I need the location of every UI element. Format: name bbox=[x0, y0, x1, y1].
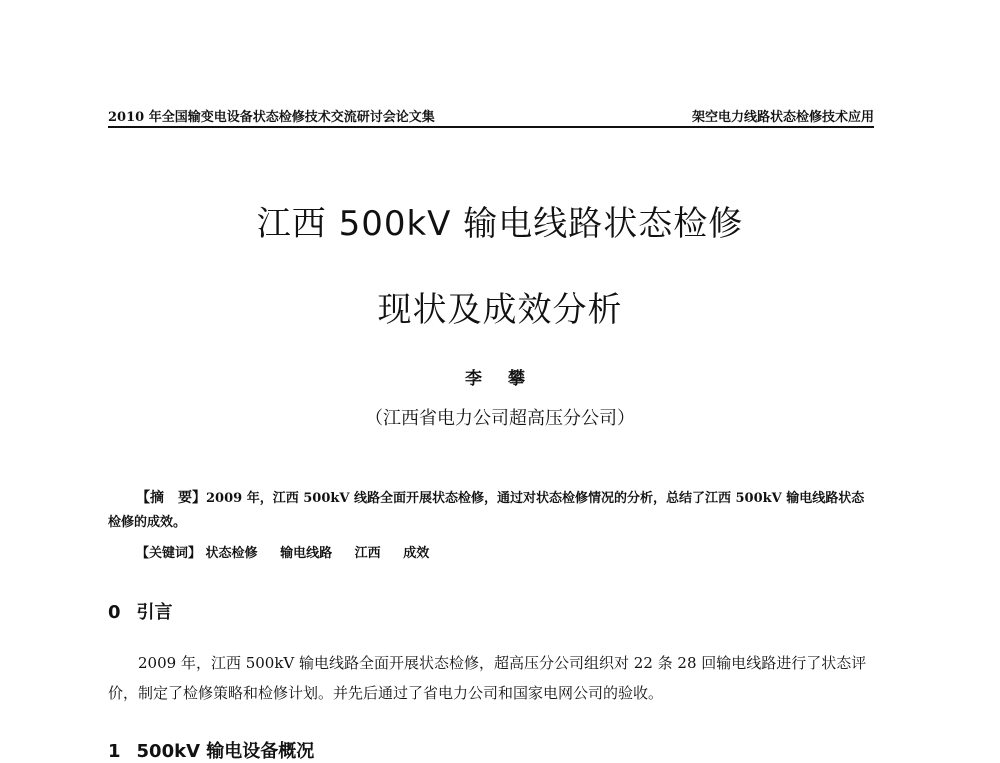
keyword: 成效 bbox=[403, 546, 430, 561]
paper-title-line-1: 江西 500kV 输电线路状态检修 bbox=[256, 204, 744, 244]
section-number: 0 bbox=[108, 602, 121, 623]
abstract bbox=[108, 486, 876, 535]
abstract-text: 2009 年，江西 500kV 线路全面开展状态检修，通过对状态检修情况的分析，总结了江西 500kV 输电线路状态检修的成效。 bbox=[108, 491, 865, 530]
section-title: 500kV 输电设备概况 bbox=[136, 741, 315, 762]
keyword: 输电线路 bbox=[280, 546, 333, 561]
author-name: 李 攀 bbox=[465, 369, 535, 389]
keyword: 状态检修 bbox=[205, 546, 258, 561]
author-affiliation: （江西省电力公司超高压分公司） bbox=[365, 408, 635, 429]
section-number: 1 bbox=[108, 741, 121, 762]
section-heading-introduction bbox=[108, 598, 173, 624]
section-heading-equipment-overview bbox=[108, 737, 314, 763]
introduction-paragraph: 2009 年，江西 500kV 输电线路全面开展状态检修，超高压分公司组织对 22 条 28 回输电线路进行了状态评价，制定了检修策略和检修计划。并先后通过了省电力公司和国家电网公司的验收。 bbox=[108, 654, 867, 702]
introduction-body bbox=[108, 648, 876, 708]
running-header bbox=[108, 104, 874, 128]
header-section-title: 架空电力线路状态检修技术应用 bbox=[691, 110, 874, 125]
section-title: 引言 bbox=[136, 602, 173, 623]
header-proceedings-title: 2010 年全国输变电设备状态检修技术交流研讨会论文集 bbox=[108, 110, 435, 125]
keyword: 江西 bbox=[354, 546, 381, 561]
paper-title-line-2: 现状及成效分析 bbox=[377, 290, 623, 330]
abstract-label: 【摘 要】 bbox=[136, 490, 206, 506]
keywords bbox=[136, 542, 447, 561]
keywords-label: 【关键词】 bbox=[136, 546, 202, 561]
